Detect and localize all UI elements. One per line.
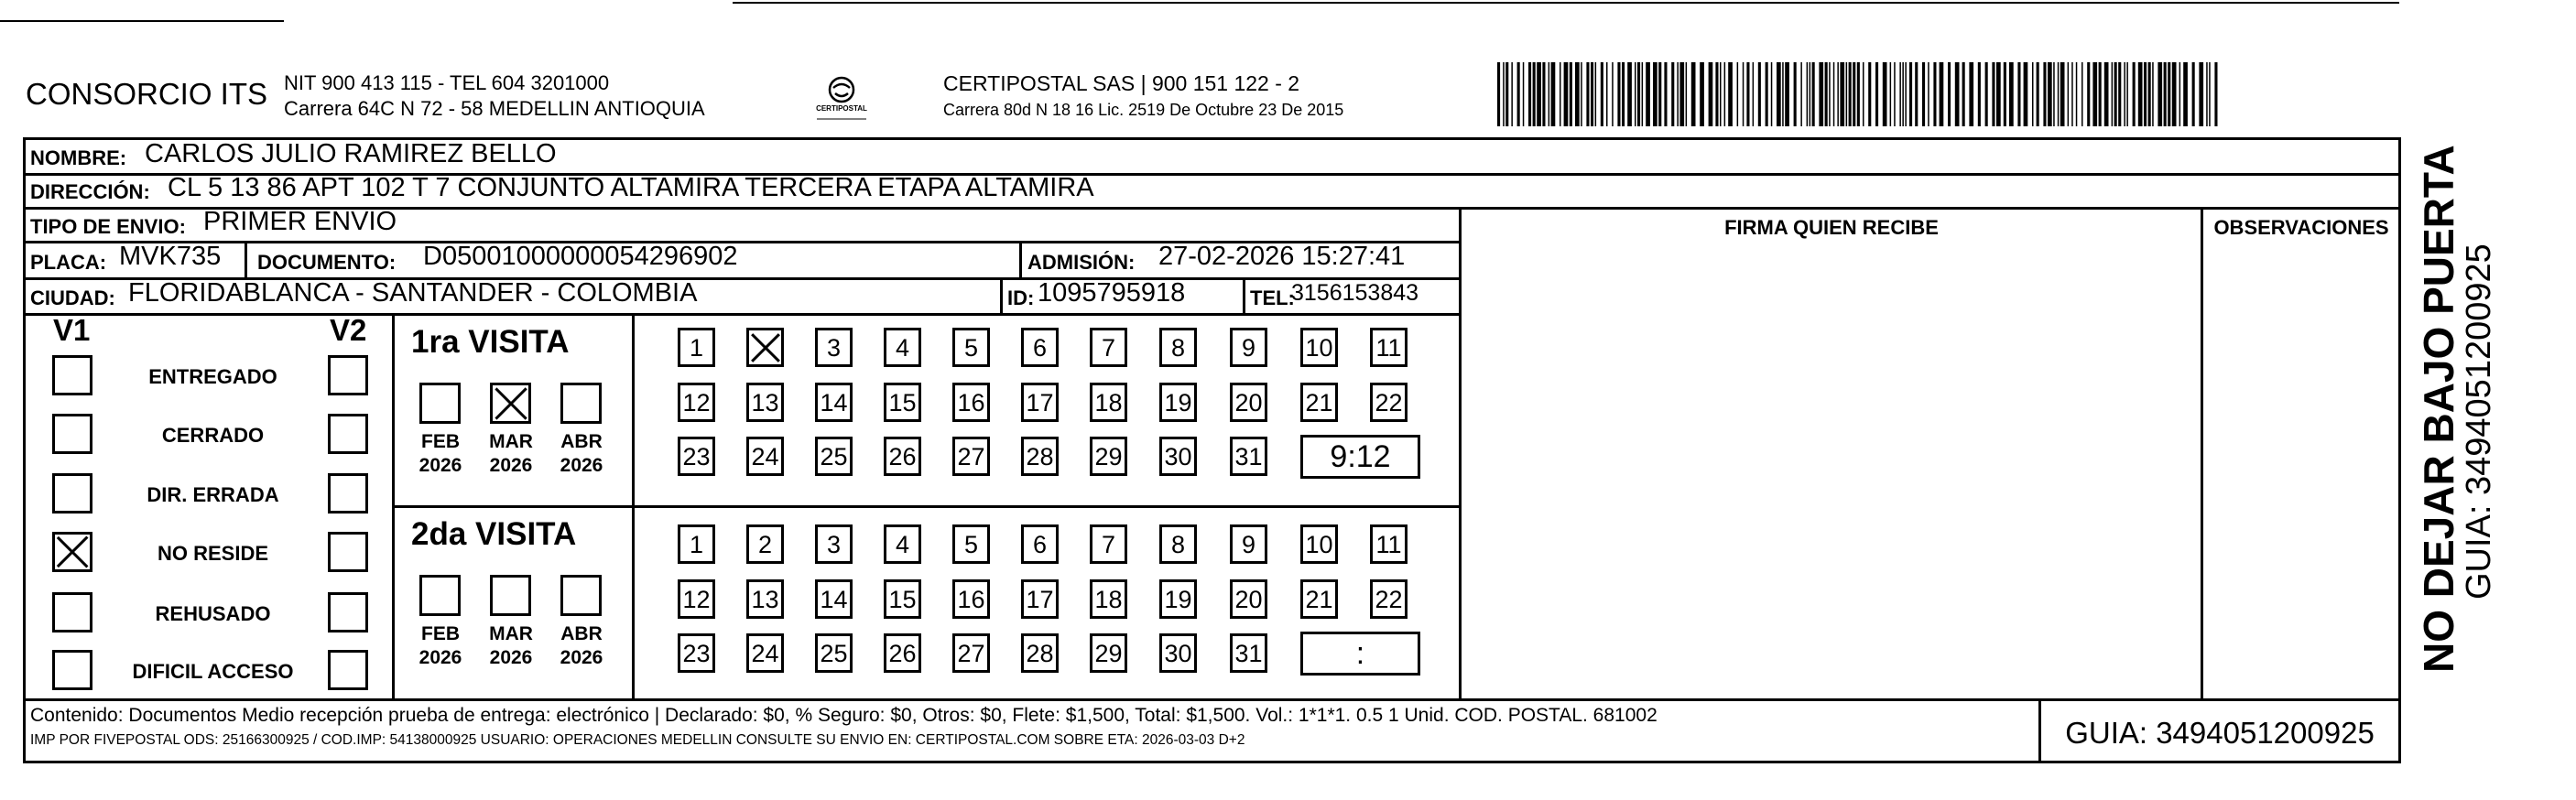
day-box[interactable] <box>746 328 784 367</box>
nombre-value: CARLOS JULIO RAMIREZ BELLO <box>145 139 557 168</box>
barcode-bar <box>2133 62 2136 126</box>
month-name: ABR <box>560 623 603 644</box>
col-divider <box>1019 241 1022 279</box>
barcode-bar <box>1617 62 1620 126</box>
status-label: NO RESIDE <box>157 542 269 565</box>
barcode-bar <box>2071 62 2073 126</box>
barcode-bar <box>2214 62 2217 126</box>
day-box[interactable]: 8 <box>1159 328 1197 367</box>
v2-label: V2 <box>330 313 367 347</box>
company-nit: NIT 900 413 115 - TEL 604 3201000 <box>284 71 610 94</box>
barcode-bar <box>1902 62 1904 126</box>
barcode-bar <box>2087 62 2090 126</box>
day-box[interactable]: 28 <box>1021 437 1059 476</box>
day-box[interactable]: 8 <box>1159 524 1197 564</box>
v1-label: V1 <box>53 313 91 347</box>
col-divider <box>632 313 635 700</box>
month-name: MAR <box>489 623 533 644</box>
month-checkbox[interactable] <box>419 383 461 424</box>
barcode-bar <box>1969 62 1973 126</box>
barcode-bar <box>1810 62 1811 126</box>
barcode-bar <box>1782 62 1784 126</box>
month-checkbox[interactable] <box>490 575 531 616</box>
barcode-bar <box>1691 62 1696 126</box>
month-name: MAR <box>489 431 533 452</box>
day-box[interactable]: 6 <box>1021 328 1059 367</box>
barcode-bar <box>1686 62 1688 126</box>
day-box[interactable]: 5 <box>952 524 990 564</box>
day-box[interactable]: 13 <box>746 579 784 619</box>
v2-checkbox[interactable] <box>328 473 368 514</box>
barcode-bar <box>1671 62 1674 126</box>
month-checkbox[interactable] <box>560 575 602 616</box>
admision-value: 27-02-2026 15:27:41 <box>1158 242 1406 271</box>
barcode-bar <box>1700 62 1704 126</box>
month-year: 2026 <box>418 455 462 476</box>
v1-checkbox[interactable] <box>52 414 92 454</box>
barcode-bar <box>2104 62 2109 126</box>
day-box[interactable]: 30 <box>1159 437 1197 476</box>
barcode-bar <box>1570 62 1572 126</box>
day-box[interactable]: 3 <box>815 524 853 564</box>
documento-label: DOCUMENTO: <box>257 251 397 274</box>
barcode-bar <box>1646 62 1650 126</box>
barcode-bar <box>2076 62 2078 126</box>
day-box[interactable]: 4 <box>884 328 921 367</box>
barcode-bar <box>2009 62 2014 126</box>
barcode-bar <box>2126 62 2128 126</box>
v2-checkbox[interactable] <box>328 592 368 632</box>
barcode-bar <box>1807 62 1809 126</box>
barcode-bar <box>1825 62 1828 126</box>
day-box[interactable]: 2 <box>746 524 784 564</box>
barcode-bar <box>1564 62 1569 126</box>
footer-contenido: Contenido: Documentos Medio recepción prueba de entrega: electrónico | Declarado: $0, % Seguro: $0, Otros: $0, Flete: $1,500, Total: $1,500. Vol.: 1*1*1. 0.5 1 Unid. COD. POSTAL. 681002 <box>30 705 1658 726</box>
barcode-bar <box>2060 62 2065 126</box>
barcode-bar <box>1985 62 1988 126</box>
v1-checkbox[interactable] <box>52 473 92 514</box>
day-box[interactable]: 12 <box>678 383 715 422</box>
day-box[interactable]: 11 <box>1370 524 1408 564</box>
barcode-bar <box>1606 62 1608 126</box>
col-divider <box>245 241 247 279</box>
barcode-bar <box>1653 62 1658 126</box>
barcode-bar <box>1905 62 1907 126</box>
day-box[interactable]: 12 <box>678 579 715 619</box>
day-box[interactable]: 28 <box>1021 633 1059 673</box>
barcode-bar <box>1771 62 1773 126</box>
day-box[interactable]: 1 <box>678 328 715 367</box>
month-year: 2026 <box>560 455 603 476</box>
barcode-bar <box>1528 62 1531 126</box>
day-box[interactable]: 7 <box>1090 524 1127 564</box>
barcode-bar <box>1992 62 1994 126</box>
day-box[interactable]: 29 <box>1090 437 1127 476</box>
day-box[interactable]: 25 <box>815 633 853 673</box>
v2-checkbox[interactable] <box>328 414 368 454</box>
direccion-label: DIRECCIÓN: <box>30 180 150 203</box>
company-name: CONSORCIO ITS <box>26 77 268 111</box>
day-box[interactable]: 21 <box>1300 579 1338 619</box>
barcode-bar <box>1677 62 1679 126</box>
barcode-bar <box>1890 62 1892 126</box>
barcode-bar <box>1581 62 1582 126</box>
day-box[interactable]: 3 <box>815 328 853 367</box>
barcode-bar <box>2118 62 2121 126</box>
day-box[interactable]: 24 <box>746 437 784 476</box>
col-divider <box>1459 207 1462 700</box>
day-box[interactable]: 24 <box>746 633 784 673</box>
visit-divider <box>392 505 1461 508</box>
barcode-bar <box>1642 62 1644 126</box>
barcode-bar <box>1658 62 1661 126</box>
day-box[interactable]: 27 <box>952 437 990 476</box>
barcode-bar <box>2199 62 2203 126</box>
day-box[interactable]: 16 <box>952 383 990 422</box>
v1-checkbox[interactable] <box>52 532 92 572</box>
id-label: ID: <box>1007 286 1035 309</box>
day-box[interactable]: 13 <box>746 383 784 422</box>
company-address: Carrera 64C N 72 - 58 MEDELLIN ANTIOQUIA <box>284 97 705 120</box>
firma-label: FIRMA QUIEN RECIBE <box>1724 216 1939 239</box>
barcode-bar <box>1849 62 1852 126</box>
barcode-bar <box>1846 62 1848 126</box>
day-box[interactable]: 22 <box>1370 383 1408 422</box>
barcode-bar <box>1857 62 1860 126</box>
day-box[interactable]: 31 <box>1230 437 1267 476</box>
barcode-bar <box>2004 62 2006 126</box>
month-label <box>549 430 614 478</box>
tipo-envio-value: PRIMER ENVIO <box>203 207 397 236</box>
barcode-bar <box>1812 62 1815 126</box>
day-box[interactable]: 16 <box>952 579 990 619</box>
barcode-bar <box>1746 62 1749 126</box>
barcode-bar <box>2032 62 2034 126</box>
barcode-bar <box>1794 62 1797 126</box>
month-year: 2026 <box>489 647 533 668</box>
documento-value: D05001000000054296902 <box>423 242 738 271</box>
barcode-bar <box>1715 62 1718 126</box>
barcode-bar <box>2158 62 2162 126</box>
barcode-bar <box>2114 62 2117 126</box>
v2-checkbox[interactable] <box>328 650 368 690</box>
barcode-bar <box>2068 62 2070 126</box>
day-box[interactable]: 22 <box>1370 579 1408 619</box>
ciudad-label: CIUDAD: <box>30 286 115 309</box>
barcode-bar <box>1523 62 1525 126</box>
barcode-bar <box>1899 62 1901 126</box>
barcode-bar <box>1894 62 1896 126</box>
tel-label: TEL: <box>1250 286 1295 309</box>
barcode-bar <box>1533 62 1536 126</box>
barcode-bar <box>1837 62 1839 126</box>
carrier-address: Carrera 80d N 18 16 Lic. 2519 De Octubre 23 De 2015 <box>943 101 1344 119</box>
barcode-bar <box>1743 62 1745 126</box>
v2-checkbox[interactable] <box>328 532 368 572</box>
barcode-bar <box>1551 62 1556 126</box>
barcode-bar <box>1679 62 1684 126</box>
barcode-icon <box>1497 62 2221 126</box>
barcode-bar <box>1511 62 1513 126</box>
month-year: 2026 <box>418 647 462 668</box>
barcode-bar <box>2152 62 2154 126</box>
barcode-bar <box>2058 62 2060 126</box>
barcode-bar <box>2112 62 2114 126</box>
status-label: DIR. ERRADA <box>147 483 279 506</box>
day-box[interactable]: 27 <box>952 633 990 673</box>
footer-divider <box>23 698 2401 701</box>
barcode-bar <box>2092 62 2097 126</box>
barcode-bar <box>2144 62 2147 126</box>
direccion-value: CL 5 13 86 APT 102 T 7 CONJUNTO ALTAMIRA TERCERA ETAPA ALTAMIRA <box>168 173 1094 202</box>
day-box[interactable]: 14 <box>815 579 853 619</box>
day-box[interactable]: 15 <box>884 579 921 619</box>
barcode-bar <box>1627 62 1632 126</box>
logo-text: CERTIPOSTAL <box>816 104 867 113</box>
month-year: 2026 <box>489 455 533 476</box>
day-box[interactable]: 18 <box>1090 579 1127 619</box>
day-box[interactable]: 31 <box>1230 633 1267 673</box>
barcode-bar <box>1549 62 1550 126</box>
barcode-bar <box>2148 62 2151 126</box>
day-box[interactable]: 20 <box>1230 383 1267 422</box>
day-box[interactable]: 17 <box>1021 383 1059 422</box>
barcode-bar <box>1622 62 1625 126</box>
col-divider <box>1243 277 1245 315</box>
barcode-bar <box>1517 62 1520 126</box>
status-label: CERRADO <box>161 424 265 447</box>
month-year: 2026 <box>560 647 603 668</box>
day-box[interactable]: 20 <box>1230 579 1267 619</box>
barcode-bar <box>2168 62 2170 126</box>
barcode-bar <box>2164 62 2167 126</box>
barcode-bar <box>1635 62 1636 126</box>
barcode-bar <box>1753 62 1755 126</box>
barcode-bar <box>1928 62 1929 126</box>
barcode-bar <box>1996 62 2001 126</box>
barcode-bar <box>1575 62 1580 126</box>
barcode-bar <box>1766 62 1768 126</box>
visit-time[interactable]: 9:12 <box>1300 435 1420 479</box>
month-label <box>479 622 543 670</box>
barcode-bar <box>2024 62 2028 126</box>
barcode-bar <box>1962 62 1965 126</box>
top-rule-left <box>0 20 284 22</box>
barcode-bar <box>1915 62 1918 126</box>
barcode-bar <box>1777 62 1781 126</box>
status-label: REHUSADO <box>155 602 271 625</box>
id-value: 1095795918 <box>1038 278 1186 308</box>
barcode-bar <box>1720 62 1722 126</box>
day-box[interactable]: 26 <box>884 437 921 476</box>
day-box[interactable]: 23 <box>678 437 715 476</box>
v1-checkbox[interactable] <box>52 355 92 395</box>
month-name: ABR <box>560 431 603 452</box>
day-box[interactable]: 15 <box>884 383 921 422</box>
barcode-bar <box>1922 62 1925 126</box>
barcode-bar <box>1728 62 1733 126</box>
barcode-bar <box>2037 62 2039 126</box>
barcode-bar <box>2048 62 2052 126</box>
day-box[interactable]: 4 <box>884 524 921 564</box>
barcode-bar <box>1800 62 1802 126</box>
barcode-bar <box>1591 62 1593 126</box>
barcode-bar <box>1537 62 1541 126</box>
month-label <box>479 430 543 478</box>
v1-checkbox[interactable] <box>52 592 92 632</box>
day-box[interactable]: 26 <box>884 633 921 673</box>
barcode-bar <box>1875 62 1878 126</box>
day-box[interactable]: 9 <box>1230 524 1267 564</box>
barcode-bar <box>2081 62 2083 126</box>
barcode-bar <box>1948 62 1951 126</box>
tipo-envio-label: TIPO DE ENVIO: <box>30 215 186 238</box>
barcode-bar <box>1586 62 1589 126</box>
v2-checkbox[interactable] <box>328 355 368 395</box>
day-box[interactable]: 11 <box>1370 328 1408 367</box>
day-box[interactable]: 29 <box>1090 633 1127 673</box>
barcode-bar <box>1819 62 1823 126</box>
status-label: DIFICIL ACCESO <box>132 660 294 683</box>
barcode-bar <box>1940 62 1944 126</box>
observaciones-label: OBSERVACIONES <box>2213 216 2389 239</box>
day-box[interactable]: 10 <box>1300 328 1338 367</box>
barcode-bar <box>2183 62 2188 126</box>
barcode-bar <box>1612 62 1614 126</box>
certipostal-logo-icon <box>810 71 874 126</box>
admision-label: ADMISIÓN: <box>1027 251 1136 274</box>
barcode-bar <box>1840 62 1844 126</box>
month-label <box>549 622 614 670</box>
barcode-bar <box>2209 62 2211 126</box>
day-box[interactable]: 23 <box>678 633 715 673</box>
barcode-bar <box>1978 62 1981 126</box>
month-name: FEB <box>421 623 460 644</box>
visit-title: 1ra VISITA <box>411 324 570 360</box>
barcode-bar <box>1560 62 1561 126</box>
month-name: FEB <box>421 431 460 452</box>
day-box[interactable]: 7 <box>1090 328 1127 367</box>
barcode-bar <box>2138 62 2143 126</box>
barcode-bar <box>1503 62 1505 126</box>
footer-impresion: IMP POR FIVEPOSTAL ODS: 25166300925 / COD.IMP: 54138000925 USUARIO: OPERACIONES MEDELLIN CONSULTE SU ENVIO EN: CERTIPOSTAL.COM SOBRE ETA: 2026-03-03 D+2 <box>30 732 1245 748</box>
barcode-bar <box>2017 62 2020 126</box>
month-label <box>408 430 473 478</box>
day-box[interactable]: 19 <box>1159 383 1197 422</box>
top-rule <box>733 2 2399 4</box>
day-box[interactable]: 6 <box>1021 524 1059 564</box>
barcode-bar <box>1542 62 1545 126</box>
barcode-bar <box>1709 62 1713 126</box>
ciudad-value: FLORIDABLANCA - SANTANDER - COLOMBIA <box>128 278 698 308</box>
barcode-bar <box>1664 62 1667 126</box>
barcode-bar <box>1724 62 1726 126</box>
barcode-bar <box>1497 62 1500 126</box>
barcode-bar <box>2192 62 2195 126</box>
day-box[interactable]: 14 <box>815 383 853 422</box>
barcode-bar <box>1833 62 1835 126</box>
barcode-bar <box>1829 62 1831 126</box>
barcode-bar <box>2124 62 2125 126</box>
barcode-bar <box>1505 62 1508 126</box>
barcode-bar <box>1853 62 1855 126</box>
day-box[interactable]: 9 <box>1230 328 1267 367</box>
barcode-bar <box>1863 62 1864 126</box>
day-box[interactable]: 30 <box>1159 633 1197 673</box>
nombre-label: NOMBRE: <box>30 146 127 169</box>
day-box[interactable]: 21 <box>1300 383 1338 422</box>
barcode-bar <box>2172 62 2177 126</box>
placa-label: PLACA: <box>30 251 107 274</box>
barcode-bar <box>1785 62 1789 126</box>
barcode-bar <box>2053 62 2055 126</box>
footer-guia: GUIA: 3494051200925 <box>2065 716 2375 750</box>
barcode-bar <box>1909 62 1912 126</box>
day-box[interactable]: 17 <box>1021 579 1059 619</box>
v1-checkbox[interactable] <box>52 650 92 690</box>
visit-time[interactable]: : <box>1300 632 1420 676</box>
barcode-bar <box>1595 62 1597 126</box>
day-box[interactable]: 1 <box>678 524 715 564</box>
barcode-bar <box>1737 62 1739 126</box>
col-divider <box>1000 277 1003 315</box>
placa-value: MVK735 <box>119 242 222 271</box>
barcode-bar <box>1601 62 1603 126</box>
tel-value: 3156153843 <box>1291 280 1419 306</box>
barcode-bar <box>1955 62 1960 126</box>
barcode-bar <box>1883 62 1887 126</box>
col-divider <box>2201 207 2203 700</box>
month-checkbox[interactable] <box>560 383 602 424</box>
barcode-bar <box>1868 62 1871 126</box>
day-box[interactable]: 10 <box>1300 524 1338 564</box>
barcode-bar <box>1933 62 1936 126</box>
side-guia: GUIA: 3494051200925 <box>2460 243 2498 600</box>
day-box[interactable]: 25 <box>815 437 853 476</box>
carrier-name: CERTIPOSTAL SAS | 900 151 122 - 2 <box>943 71 1300 95</box>
barcode-bar <box>1758 62 1761 126</box>
visit-title: 2da VISITA <box>411 516 577 552</box>
status-label: ENTREGADO <box>148 365 277 388</box>
barcode-bar <box>2179 62 2181 126</box>
day-box[interactable]: 5 <box>952 328 990 367</box>
side-warning: NO DEJAR BAJO PUERTA <box>2415 145 2462 673</box>
day-box[interactable]: 18 <box>1090 383 1127 422</box>
day-box[interactable]: 19 <box>1159 579 1197 619</box>
barcode-bar <box>2099 62 2102 126</box>
month-checkbox[interactable] <box>419 575 461 616</box>
barcode-bar <box>1637 62 1640 126</box>
month-label <box>408 622 473 670</box>
barcode-bar <box>2206 62 2208 126</box>
barcode-bar <box>2043 62 2046 126</box>
col-divider <box>392 313 395 700</box>
month-checkbox[interactable] <box>490 383 531 424</box>
